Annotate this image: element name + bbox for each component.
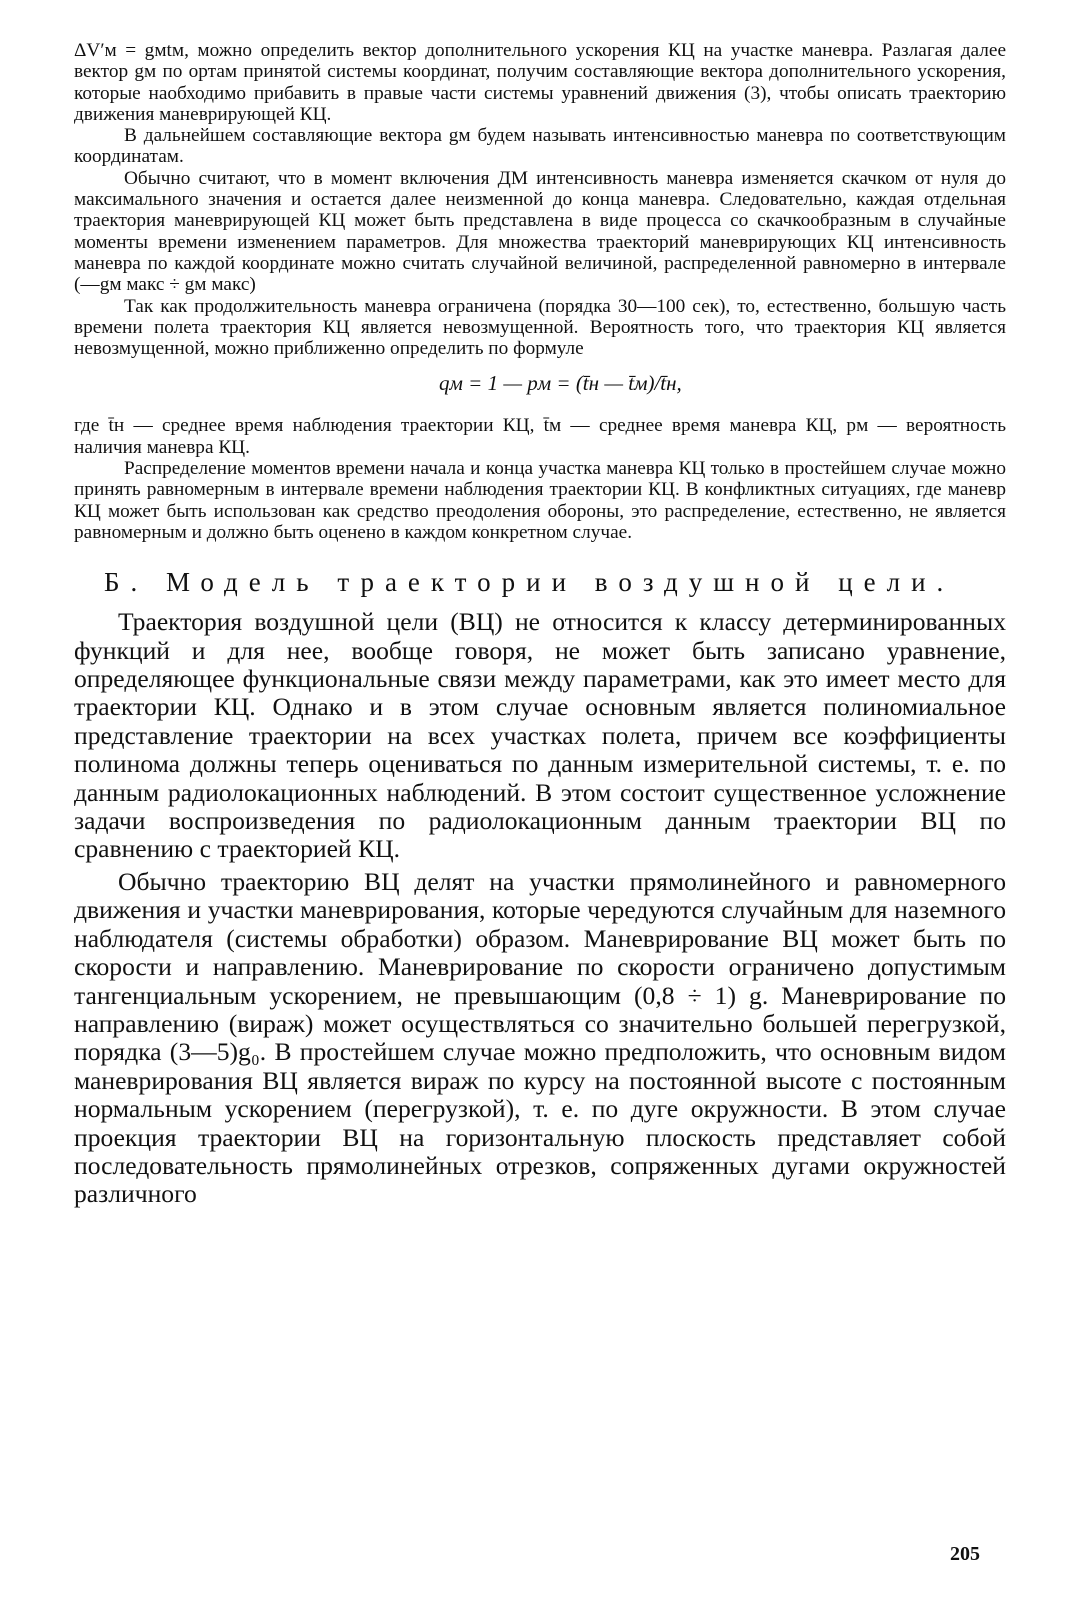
paragraph: где t̄н — среднее время наблюдения траектории КЦ, t̄м — среднее время маневра КЦ, pм — вероятность наличия маневра КЦ. bbox=[74, 415, 1006, 458]
page-number: 205 bbox=[950, 1543, 980, 1565]
paragraph: Обычно считают, что в момент включения ДМ интенсивность маневра изменяется скачком от нуля до максимального значения и остается далее неизменной до конца маневра. Следовательно, каждая отдельная траектория маневрирующей КЦ может быть представлена в виде процесса со скачкообразным в случайные моменты времени изменением параметров. Для множества траекторий маневрирующих КЦ интенсивность маневра по каждой координате можно считать случайной величиной, распределенной равномерно в интервале (—gм макс ÷ gм макс) bbox=[74, 167, 1006, 296]
page-body bbox=[74, 40, 1006, 1209]
paragraph: Траектория воздушной цели (ВЦ) не относится к классу детерминированных функций и для нее, вообще говоря, не может быть записано уравнение, определяющее функциональные связи между параметрами, как это имеет место для траектории КЦ. Однако и в этом случае основным является полиномиальное представление траектории на всех участках полета, причем все коэффициенты полинома должны теперь оцениваться по данным измерительной системы, т. е. по данным радиолокационных наблюдений. В этом состоит существенное усложнение задачи воспроизведения по радиолокационным данным траектории ВЦ по сравнению с траекторией КЦ. bbox=[74, 607, 1006, 864]
large-text-block bbox=[74, 608, 1006, 1209]
paragraph: ΔV′м = gмtм, можно определить вектор дополнительного ускорения КЦ на участке маневра. Разлагая далее вектор gм по ортам принятой системы координат, получим составляющие вектора дополнительного ускорения, которые наобходимо прибавить в правые части системы уравнений движения (3), чтобы описать траекторию движения маневрирующей КЦ. bbox=[74, 40, 1006, 125]
paragraph: Так как продолжительность маневра ограничена (порядка 30—100 сек), то, естественно, большую часть времени полета траектория КЦ является невозмущенной. Вероятность того, что траектория КЦ является невозмущенной, можно приближенно определить по формуле bbox=[74, 295, 1006, 360]
formula: qм = 1 — pм = (t̄н — t̄м)/t̄н, bbox=[439, 371, 682, 396]
paragraph: В дальнейшем составляющие вектора gм будем называть интенсивностью маневра по соответствующим координатам. bbox=[74, 125, 1006, 168]
paragraph: Распределение моментов времени начала и конца участка маневра КЦ только в простейшем случае можно принять равномерным в интервале времени наблюдения траектории КЦ. В конфликтных ситуациях, где маневр КЦ может быть использован как средство преодоления обороны, это распределение, естественно, не является равномерным и должно быть оценено в каждом конкретном случае. bbox=[74, 458, 1006, 543]
section-title: Б. Модель траектории воздушной цели. bbox=[104, 567, 955, 598]
small-text-block bbox=[74, 40, 1006, 359]
small-text-block-2 bbox=[74, 415, 1006, 543]
paragraph: Обычно траекторию ВЦ делят на участки прямолинейного и равномерного движения и участки маневрирования, которые чередуются случайным для наземного наблюдателя (системы обработки) образом. Маневрирование ВЦ может быть по скорости и направлению. Маневрирование по скорости ограничено допустимым тангенциальным ускорением, не превышающим (0,8 ÷ 1) g. Маневрирование по направлению (вираж) может осуществляться со значительно большей перегрузкой, порядка (3—5)g₀. В простейшем случае можно предположить, что основным видом маневрирования ВЦ является вираж по курсу на постоянной высоте с постоянным нормальным ускорением (перегрузкой), т. е. по дуге окружности. В этом случае проекция траектории ВЦ на горизонтальную плоскость представляет собой последовательность прямолинейных отрезков, сопряженных дугами окружностей различного bbox=[74, 866, 1006, 1209]
